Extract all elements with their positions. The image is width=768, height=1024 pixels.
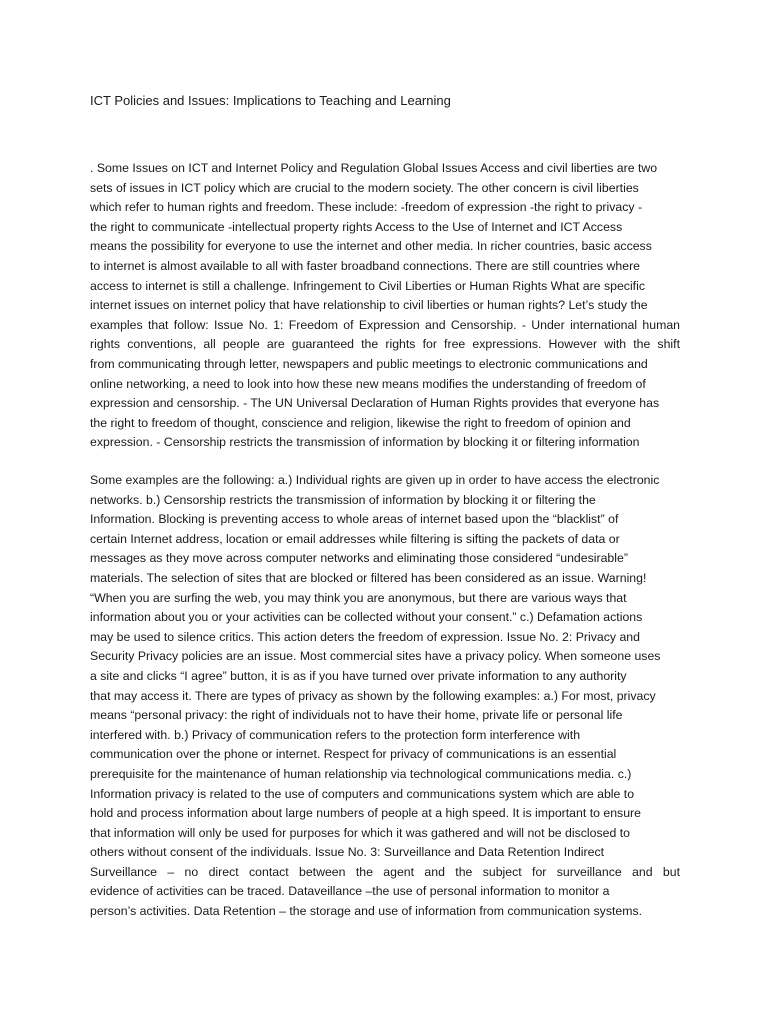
text-line: to internet is almost available to all with faster broadband connections. There are still countries where <box>90 258 641 273</box>
text-line: others without consent of the individuals. Issue No. 3: Surveillance and Data Retention Indirect <box>90 845 605 860</box>
text-line: prerequisite for the maintenance of human relationship via technological communications media. c.) <box>90 766 632 781</box>
text-line: may be used to silence critics. This action deters the freedom of expression. Issue No. 2: Privacy and <box>90 629 640 644</box>
text-line: rights conventions, all people are guaranteed the rights for free expressions. However with the shift <box>90 337 680 352</box>
text-line: online networking, a need to look into how these new means modifies the understanding of freedom of <box>90 376 646 391</box>
document-title: ICT Policies and Issues: Implications to Teaching and Learning <box>90 93 451 108</box>
text-line: Some examples are the following: a.) Individual rights are given up in order to have access the electronic <box>90 473 660 487</box>
text-line: expression. - Censorship restricts the transmission of information by blocking it or filtering information <box>90 435 640 450</box>
text-line: Information privacy is related to the use of computers and communications system which are able to <box>90 786 635 801</box>
text-line: communication over the phone or internet. Respect for privacy of communications is an essential <box>90 747 617 762</box>
text-line: messages as they move across computer networks and eliminating those considered “undesirable” <box>90 551 628 566</box>
text-line: certain Internet address, location or email addresses while filtering is sifting the packets of data or <box>90 531 620 546</box>
text-line: access to internet is still a challenge. Infringement to Civil Liberties or Human Rights What are specific <box>90 278 645 293</box>
text-line: evidence of activities can be traced. Dataveillance –the use of personal information to monitor a <box>90 884 610 899</box>
text-line: that may access it. There are types of privacy as shown by the following examples: a.) For most, privacy <box>90 688 656 703</box>
paragraph-examples-privacy-surveillance <box>90 471 680 922</box>
text-line: examples that follow: Issue No. 1: Freedom of Expression and Censorship. - Under international human <box>90 317 680 332</box>
text-line: expression and censorship. - The UN Universal Declaration of Human Rights provides that everyone has <box>90 396 660 411</box>
text-line: internet issues on internet policy that have relationship to civil liberties or human rights? Let’s study the <box>90 298 648 313</box>
text-line: . Some Issues on ICT and Internet Policy and Regulation Global Issues Access and civil liberties are two <box>90 161 658 175</box>
text-line: materials. The selection of sites that are blocked or filtered has been considered as an issue. Warning! <box>90 570 647 585</box>
text-line: networks. b.) Censorship restricts the transmission of information by blocking it or filtering the <box>90 492 596 507</box>
text-line: means “personal privacy: the right of individuals not to have their home, private life or personal life <box>90 708 623 723</box>
text-line: Surveillance – no direct contact between the agent and the subject for surveillance and but <box>90 864 680 879</box>
text-line: means the possibility for everyone to use the internet and other media. In richer countries, basic access <box>90 239 652 254</box>
text-line: interfered with. b.) Privacy of communication refers to the protection form interference with <box>90 727 581 742</box>
paragraph-access-and-civil-liberties <box>90 159 680 453</box>
text-line: the right to communicate -intellectual property rights Access to the Use of Internet and ICT Access <box>90 219 623 234</box>
text-line: a site and clicks “I agree” button, it is as if you have turned over private information to any authority <box>90 668 627 683</box>
text-line: Security Privacy policies are an issue. Most commercial sites have a privacy policy. When someone uses <box>90 649 661 664</box>
text-line: sets of issues in ICT policy which are crucial to the modern society. The other concern is civil liberties <box>90 180 639 195</box>
text-line: information about you or your activities can be collected without your consent.” c.) Defamation actions <box>90 610 643 625</box>
text-line: Information. Blocking is preventing access to whole areas of internet based upon the “blacklist” of <box>90 512 619 527</box>
text-line: “When you are surfing the web, you may think you are anonymous, but there are various ways that <box>90 590 627 605</box>
text-line: from communicating through letter, newspapers and public meetings to electronic communications and <box>90 356 648 371</box>
text-line: hold and process information about large numbers of people at a high speed. It is important to ensure <box>90 806 641 821</box>
text-line: that information will only be used for purposes for which it was gathered and will not be disclosed to <box>90 825 630 840</box>
text-line: which refer to human rights and freedom. These include: -freedom of expression -the right to privacy - <box>90 200 643 215</box>
text-line: person’s activities. Data Retention – the storage and use of information from communication systems. <box>90 904 643 919</box>
text-line: the right to freedom of thought, conscience and religion, likewise the right to freedom of opinion and <box>90 415 631 430</box>
